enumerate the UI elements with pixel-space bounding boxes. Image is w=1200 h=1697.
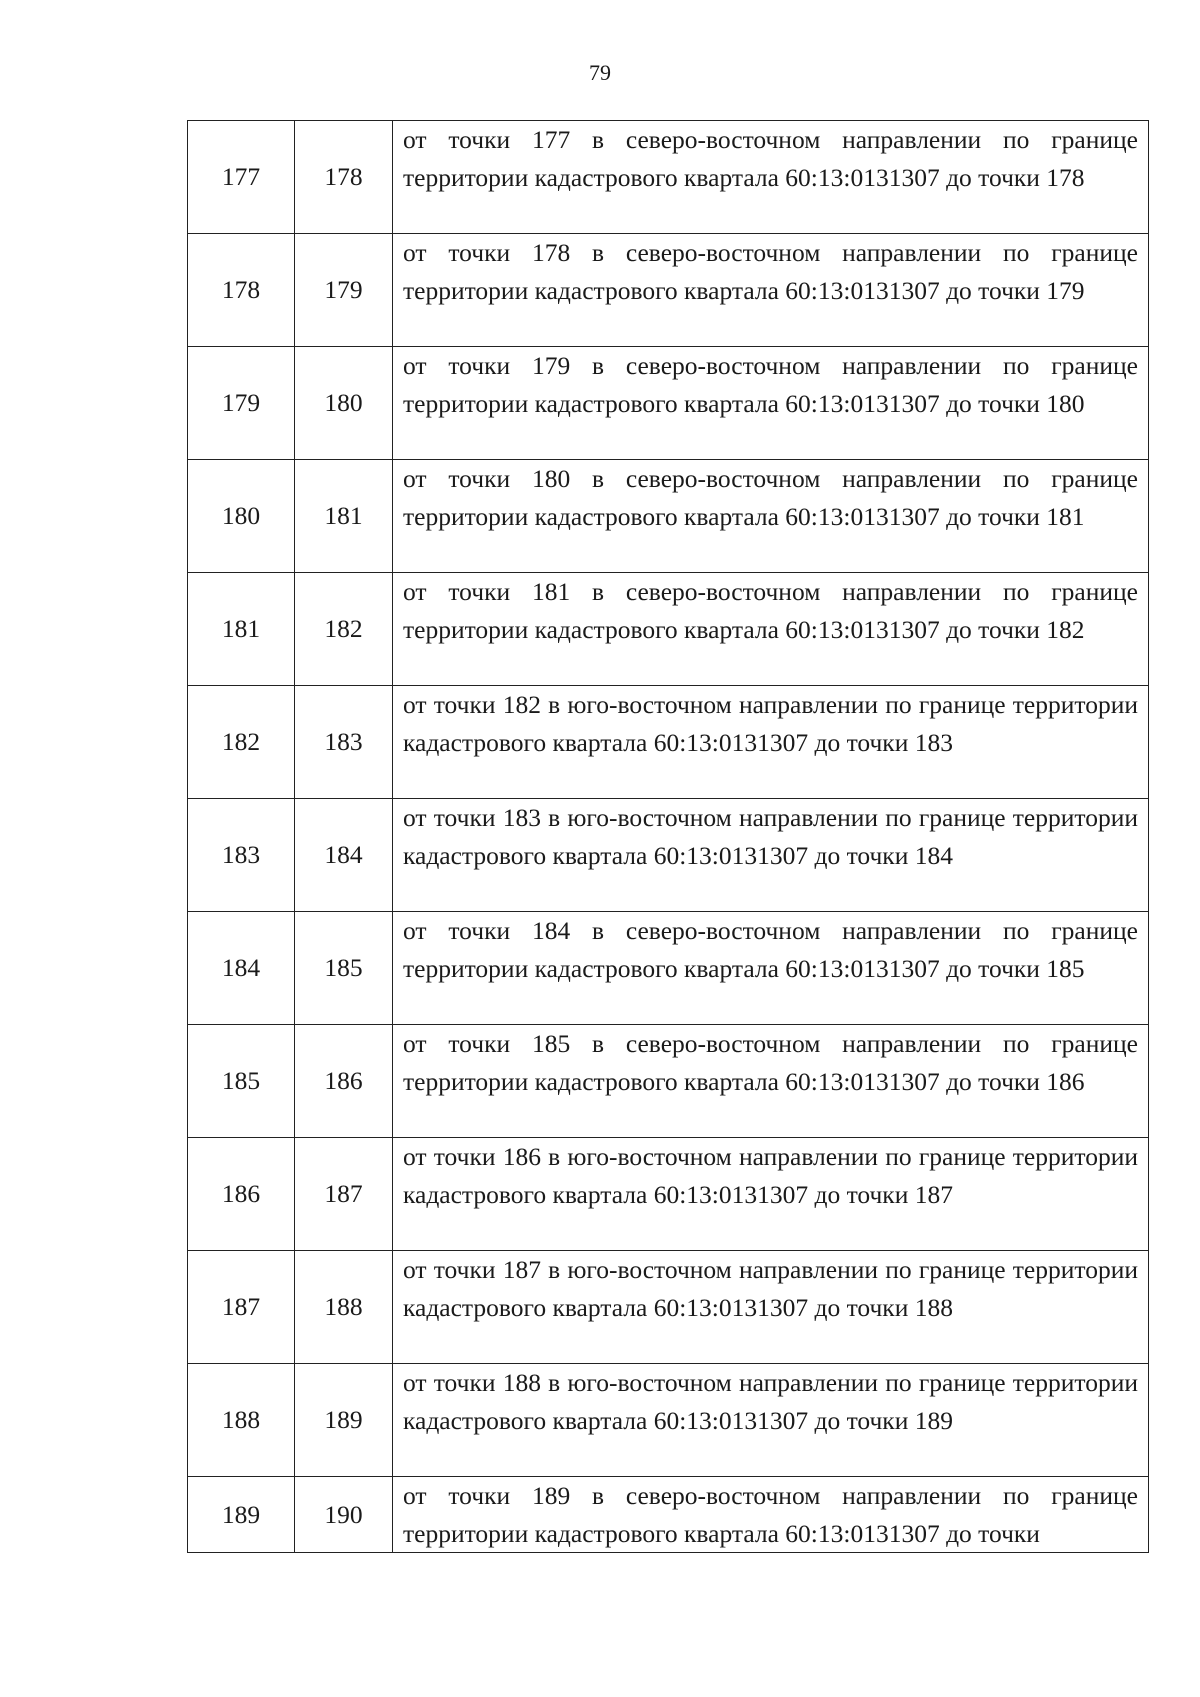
- from-point-cell: 180: [188, 460, 295, 573]
- to-point-cell: 185: [295, 912, 393, 1025]
- table-row: [188, 347, 1149, 460]
- table-row: [188, 799, 1149, 912]
- to-point-cell: 183: [295, 686, 393, 799]
- table-row: [188, 1025, 1149, 1138]
- from-point-cell: 184: [188, 912, 295, 1025]
- to-point-cell: 187: [295, 1138, 393, 1251]
- from-point-cell: 189: [188, 1477, 295, 1553]
- table-row: [188, 686, 1149, 799]
- to-point-cell: 186: [295, 1025, 393, 1138]
- boundary-description-cell: от точки 182 в юго-восточном направлении по границе территории кадастрового квартала 60:13:0131307 до точки 183: [393, 686, 1149, 799]
- from-point-cell: 183: [188, 799, 295, 912]
- boundary-description-cell: от точки 184 в северо-восточном направлении по границе территории кадастрового квартала 60:13:0131307 до точки 185: [393, 912, 1149, 1025]
- table-row: [188, 1477, 1149, 1553]
- from-point-cell: 178: [188, 234, 295, 347]
- to-point-cell: 184: [295, 799, 393, 912]
- to-point-cell: 188: [295, 1251, 393, 1364]
- boundary-description-cell: от точки 187 в юго-восточном направлении по границе территории кадастрового квартала 60:13:0131307 до точки 188: [393, 1251, 1149, 1364]
- from-point-cell: 187: [188, 1251, 295, 1364]
- from-point-cell: 179: [188, 347, 295, 460]
- table-row: [188, 234, 1149, 347]
- table-row: [188, 1251, 1149, 1364]
- table-row: [188, 460, 1149, 573]
- table-row: [188, 121, 1149, 234]
- to-point-cell: 181: [295, 460, 393, 573]
- boundary-description-cell: от точки 188 в юго-восточном направлении по границе территории кадастрового квартала 60:13:0131307 до точки 189: [393, 1364, 1149, 1477]
- to-point-cell: 179: [295, 234, 393, 347]
- boundary-description-cell: от точки 179 в северо-восточном направлении по границе территории кадастрового квартала 60:13:0131307 до точки 180: [393, 347, 1149, 460]
- boundary-description-cell: от точки 177 в северо-восточном направлении по границе территории кадастрового квартала 60:13:0131307 до точки 178: [393, 121, 1149, 234]
- from-point-cell: 177: [188, 121, 295, 234]
- to-point-cell: 189: [295, 1364, 393, 1477]
- page-number: 79: [589, 60, 611, 85]
- boundary-description-cell: от точки 181 в северо-восточном направлении по границе территории кадастрового квартала 60:13:0131307 до точки 182: [393, 573, 1149, 686]
- boundary-description-cell: от точки 183 в юго-восточном направлении по границе территории кадастрового квартала 60:13:0131307 до точки 184: [393, 799, 1149, 912]
- table-row: [188, 912, 1149, 1025]
- boundary-description-cell: от точки 180 в северо-восточном направлении по границе территории кадастрового квартала 60:13:0131307 до точки 181: [393, 460, 1149, 573]
- from-point-cell: 186: [188, 1138, 295, 1251]
- from-point-cell: 181: [188, 573, 295, 686]
- from-point-cell: 188: [188, 1364, 295, 1477]
- to-point-cell: 182: [295, 573, 393, 686]
- table-row: [188, 573, 1149, 686]
- to-point-cell: 190: [295, 1477, 393, 1553]
- boundary-description-cell: от точки 186 в юго-восточном направлении по границе территории кадастрового квартала 60:13:0131307 до точки 187: [393, 1138, 1149, 1251]
- boundary-description-cell: от точки 178 в северо-восточном направлении по границе территории кадастрового квартала 60:13:0131307 до точки 179: [393, 234, 1149, 347]
- boundary-table: [187, 120, 1149, 1553]
- boundary-description-cell: от точки 185 в северо-восточном направлении по границе территории кадастрового квартала 60:13:0131307 до точки 186: [393, 1025, 1149, 1138]
- table-row: [188, 1138, 1149, 1251]
- to-point-cell: 178: [295, 121, 393, 234]
- table-row: [188, 1364, 1149, 1477]
- to-point-cell: 180: [295, 347, 393, 460]
- boundary-description-cell: от точки 189 в северо-восточном направлении по границе территории кадастрового квартала 60:13:0131307 до точки: [393, 1477, 1149, 1553]
- from-point-cell: 182: [188, 686, 295, 799]
- from-point-cell: 185: [188, 1025, 295, 1138]
